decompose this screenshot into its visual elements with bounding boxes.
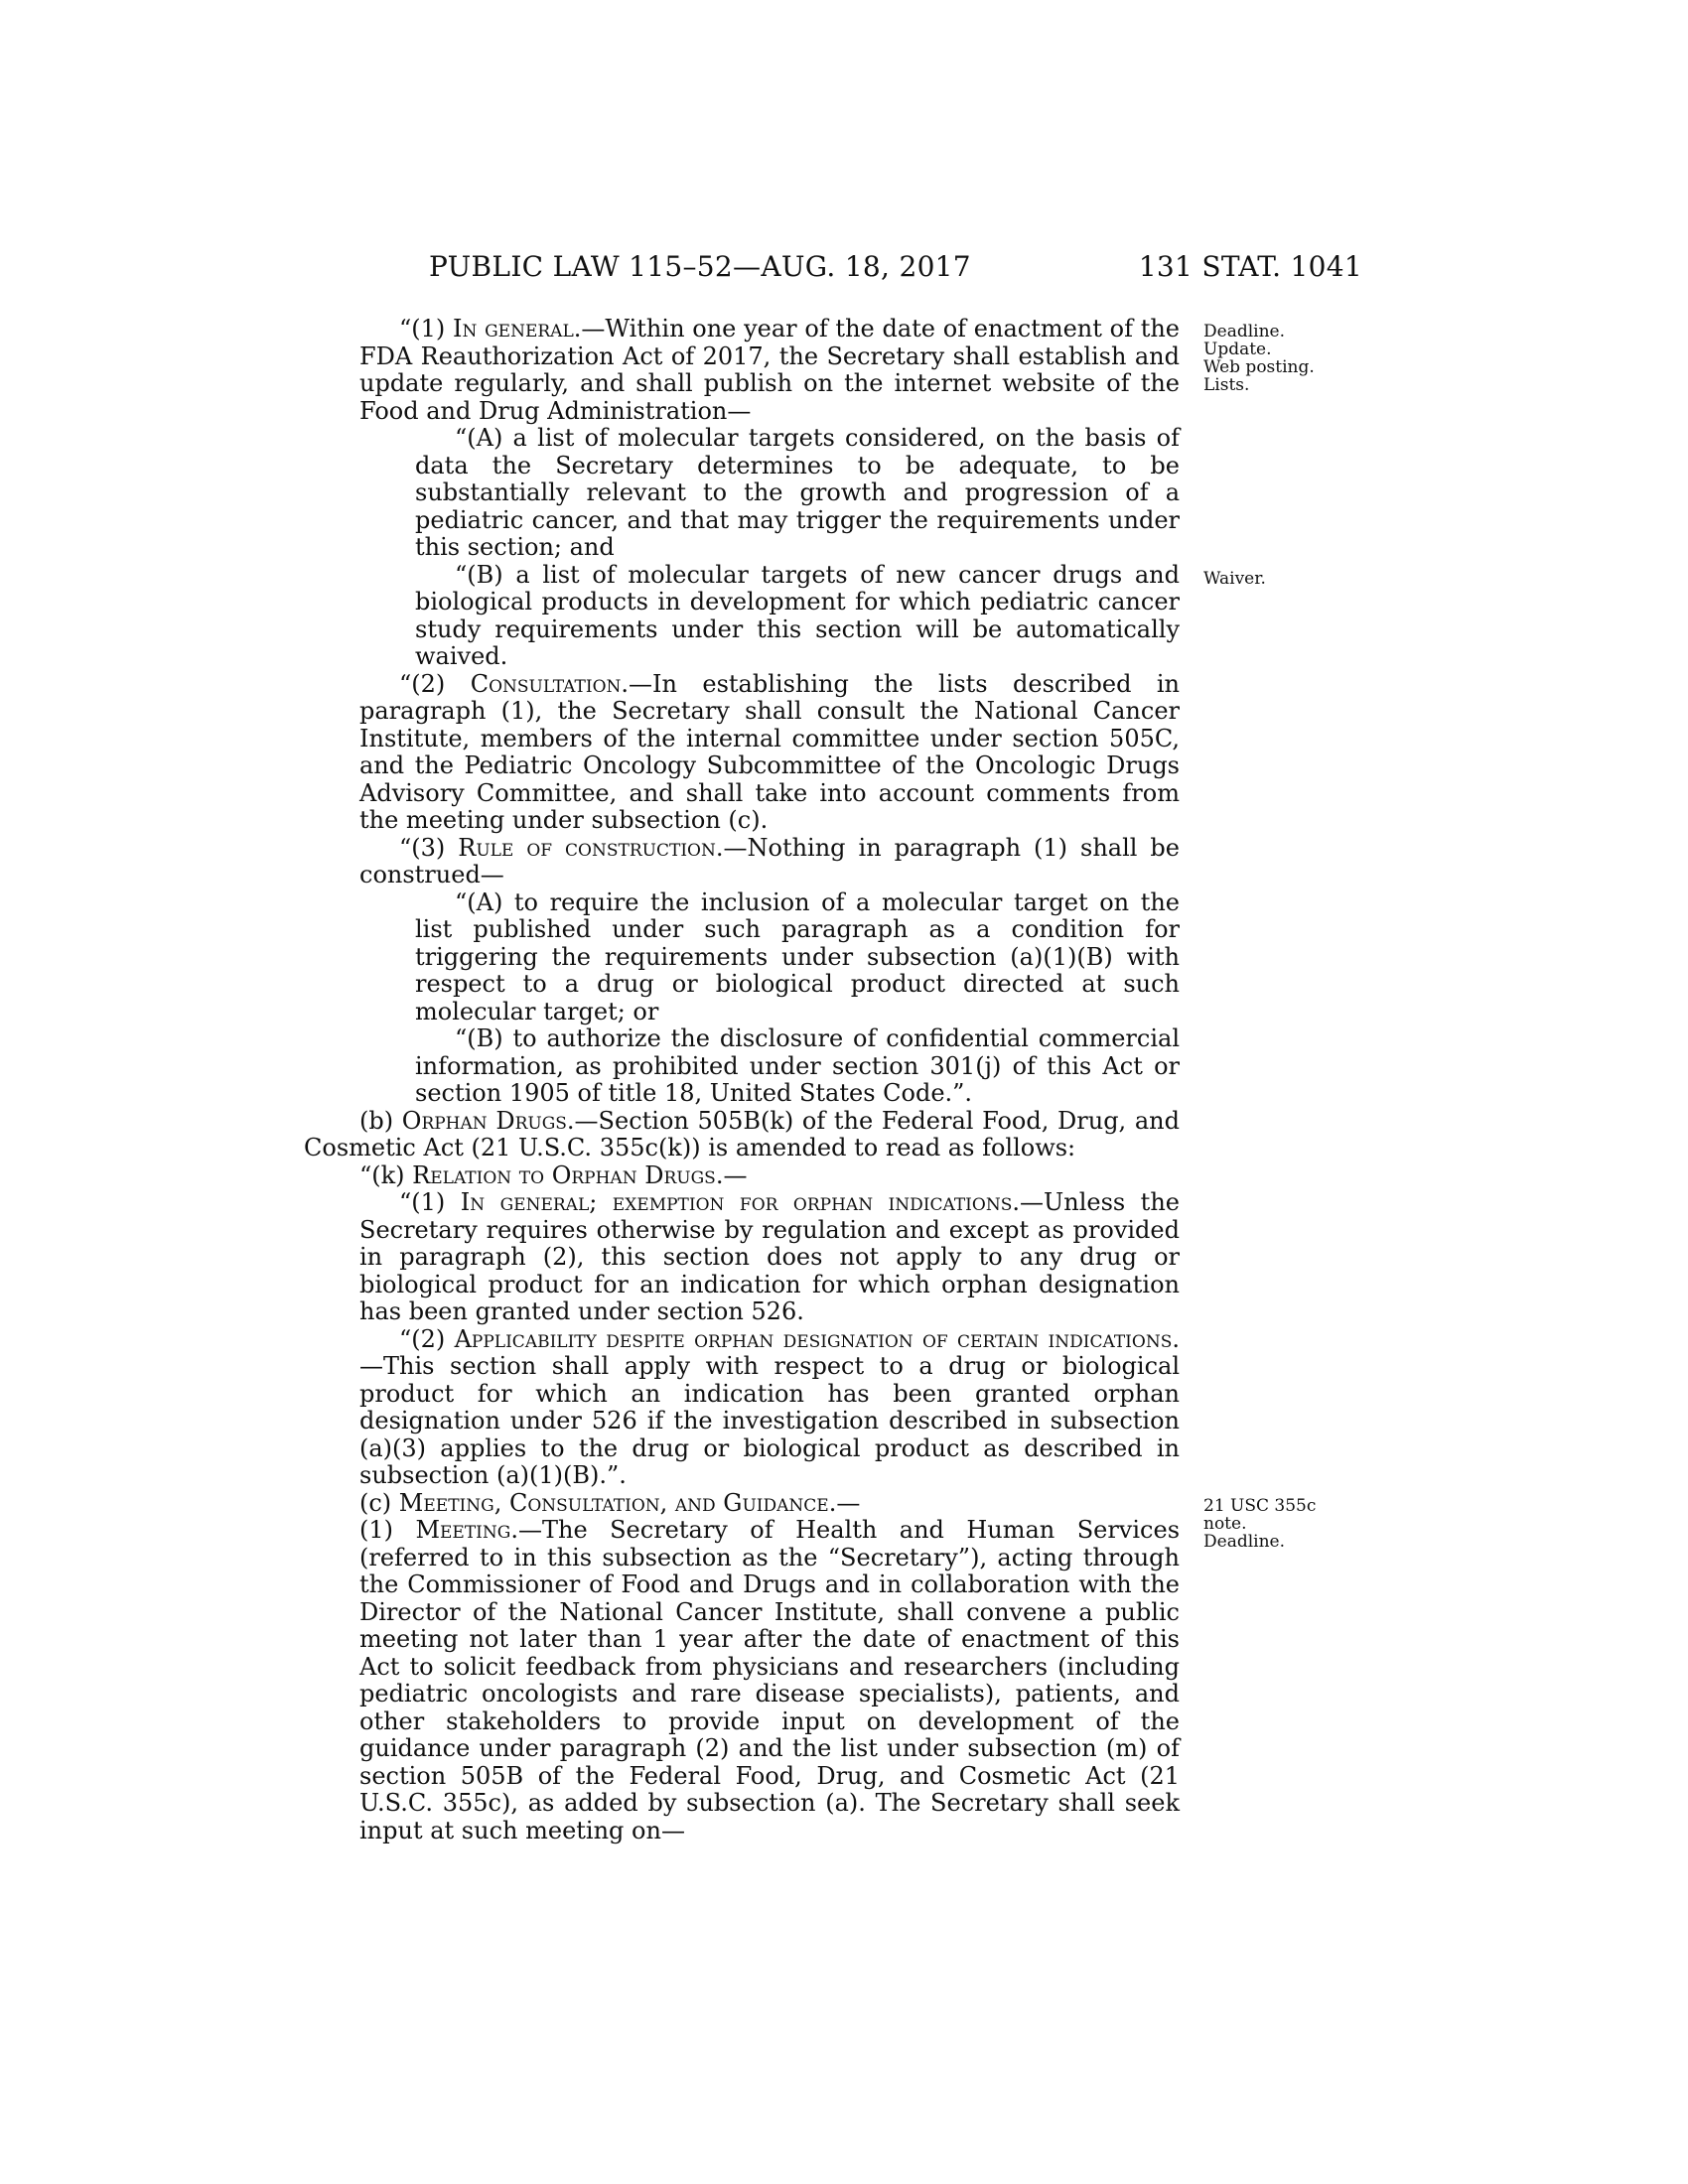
paragraph-k2: “(2) Applicability despite orphan designation of certain indications.—This section shall apply with respect to a drug or biological product for which an indication has been granted orphan designation under 526 if the investigation described in subsection (a)(3) applies to the drug or biological product as described in subsection (a)(1)(B).”. bbox=[359, 1324, 1180, 1489]
subsection-heading: Relation to Orphan Drugs bbox=[412, 1160, 716, 1189]
paragraph-heading: Applicability despite orphan designation of certain indications bbox=[454, 1324, 1173, 1353]
paragraph-2: “(2) Consultation.—In establishing the lists described in paragraph (1), the Secretary shall consult the National Cancer Institute, members of the internal committee under section 505C, and the Pediatric Oncology Subcommittee of the Oncologic Drugs Advisory Committee, and shall take into account comments from the meeting under subsection (c). bbox=[359, 669, 1180, 834]
margin-note: Deadline. bbox=[1203, 1532, 1285, 1552]
paragraph-heading: Rule of construction bbox=[458, 833, 716, 862]
subparagraph-3b: “(B) to authorize the disclosure of confidential commercial information, as prohibited under section 301(j) of this Act or section 1905 of title 18, United States Code.”. bbox=[415, 1024, 1180, 1107]
margin-note-group-3 bbox=[1203, 1497, 1362, 1551]
running-header-left: PUBLIC LAW 115–52—AUG. 18, 2017 bbox=[429, 250, 971, 283]
margin-note: 21 USC 355c bbox=[1203, 1496, 1317, 1516]
subsection-heading: Meeting, Consultation, and Guidance bbox=[398, 1488, 829, 1517]
paragraph-k1: “(1) In general; exemption for orphan indications.—Unless the Secretary requires otherwise by regulation and except as provided in paragraph (2), this section does not apply to any drug or biological product for an indication for which orphan designation has been granted under section 526. bbox=[359, 1188, 1180, 1325]
paragraph-heading: Meeting bbox=[415, 1516, 511, 1544]
paragraph-1: “(1) In general.—Within one year of the date of enactment of the FDA Reauthorization Act of 2017, the Secretary shall establish and update regularly, and shall publish on the internet website of the Food and Drug Administration— bbox=[359, 315, 1180, 425]
margin-note: Waiver. bbox=[1203, 569, 1266, 589]
margin-note: note. bbox=[1203, 1514, 1247, 1534]
statute-body bbox=[304, 315, 1181, 1844]
margin-note: Deadline. bbox=[1203, 322, 1285, 341]
subsection-b: (b) Orphan Drugs.—Section 505B(k) of the Federal Food, Drug, and Cosmetic Act (21 U.S.C. 355c(k)) is amended to read as follows: bbox=[304, 1106, 1180, 1161]
paragraph-heading: In general bbox=[453, 315, 574, 342]
margin-note-group-1 bbox=[1203, 323, 1362, 394]
subparagraph-3a: “(A) to require the inclusion of a molecular target on the list published under such paragraph as a condition for triggering the requirements under subsection (a)(1)(B) with respect to a drug or biological product directed at such molecular target; or bbox=[415, 887, 1180, 1025]
subsection-k: “(k) Relation to Orphan Drugs.— bbox=[359, 1160, 748, 1189]
subparagraph-1b: “(B) a list of molecular targets of new cancer drugs and biological products in development for which pediatric cancer study requirements under this section will be automatically waived. bbox=[415, 560, 1180, 670]
margin-note-group-2 bbox=[1203, 570, 1362, 588]
paragraph-3: “(3) Rule of construction.—Nothing in paragraph (1) shall be construed— bbox=[359, 833, 1180, 888]
paragraph-heading: In general; exemption for orphan indications bbox=[460, 1188, 1013, 1216]
margin-note: Web posting. bbox=[1203, 357, 1315, 377]
subsection-c: (c) Meeting, Consultation, and Guidance.— bbox=[359, 1488, 861, 1517]
subsection-heading: Orphan Drugs bbox=[401, 1106, 567, 1135]
subparagraph-1a: “(A) a list of molecular targets considered, on the basis of data the Secretary determines to be adequate, to be substantially relevant to the growth and progression of a pediatric cancer, and that may trigger the requirements under this section; and bbox=[415, 424, 1180, 561]
paragraph-heading: Consultation bbox=[470, 669, 622, 698]
margin-note: Update. bbox=[1203, 340, 1272, 359]
running-header-right: 131 STAT. 1041 bbox=[1138, 250, 1362, 283]
paragraph-c1: (1) Meeting.—The Secretary of Health and Human Services (referred to in this subsection as the “Secretary”), acting through the Commissioner of Food and Drugs and in collaboration with the Director of the National Cancer Institute, shall convene a public meeting not later than 1 year after the date of enactment of this Act to solicit feedback from physicians and researchers (including pediatric oncologists and rare disease specialists), patients, and other stakeholders to provide input on development of the guidance under paragraph (2) and the list under subsection (m) of section 505B of the Federal Food, Drug, and Cosmetic Act (21 U.S.C. 355c), as added by subsection (a). The Secretary shall seek input at such meeting on— bbox=[359, 1516, 1181, 1844]
margin-note: Lists. bbox=[1203, 375, 1250, 395]
